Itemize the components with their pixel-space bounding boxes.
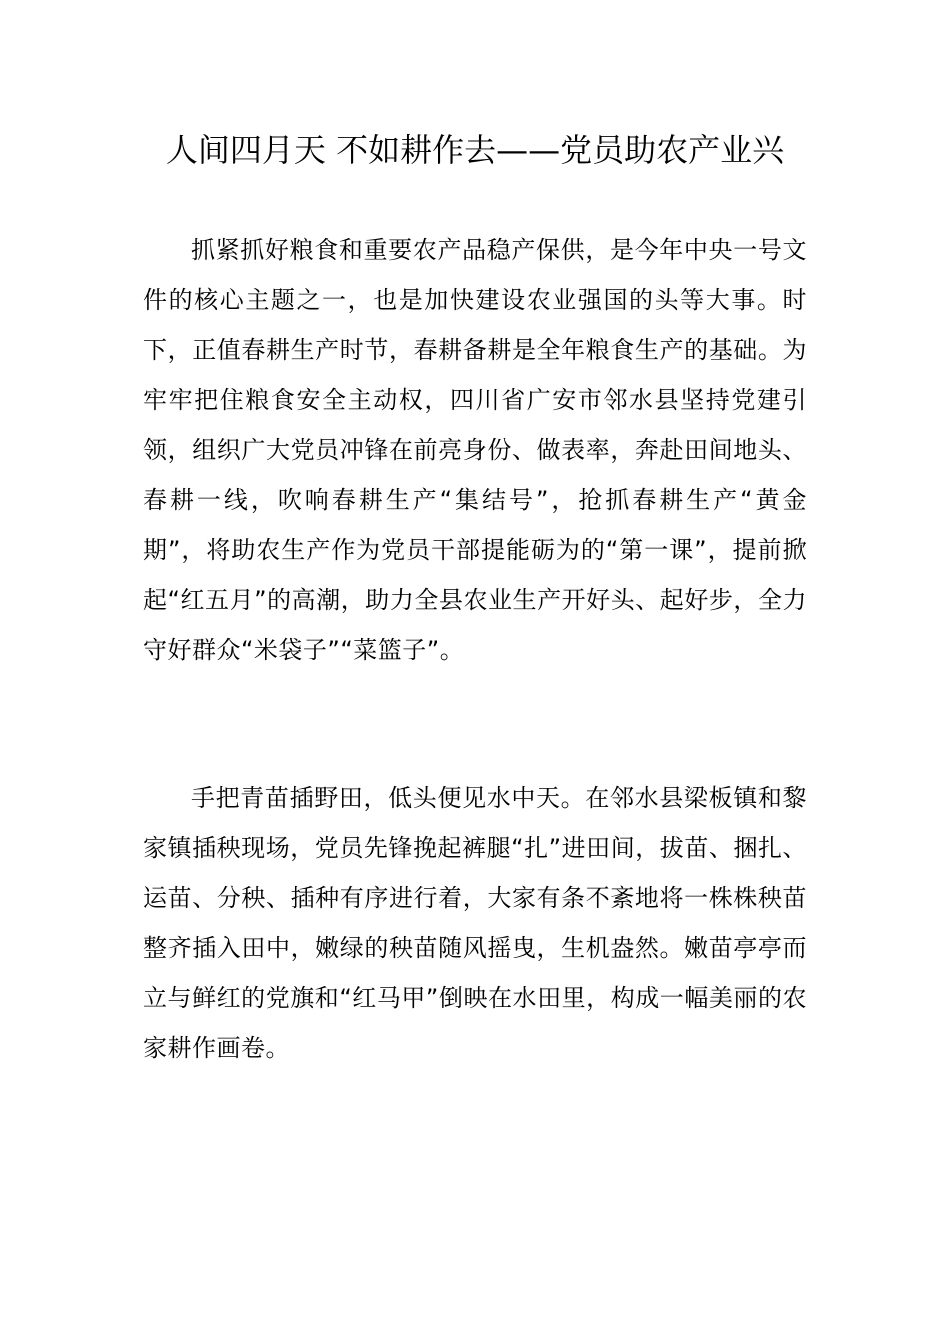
document-title: 人间四月天 不如耕作去——党员助农产业兴 [165,131,785,169]
paragraph-1: 抓紧抓好粮食和重要农产品稳产保供，是今年中央一号文件的核心主题之一，也是加快建设农业强国的头等大事。时下，正值春耕生产时节，春耕备耕是全年粮食生产的基础。为牢牢把住粮食安全主动权，四川省广安市邻水县坚持党建引领，组织广大党员冲锋在前亮身份、做表率，奔赴田间地头、春耕一线，吹响春耕生产“集结号”，抢抓春耕生产“黄金期”，将助农生产作为党员干部提能砺为的“第一课”，提前掀起“红五月”的高潮，助力全县农业生产开好头、起好步，全力守好群众“米袋子”“菜篮子”。 [143,236,807,664]
paragraph-2: 手把青苗插野田，低头便见水中天。在邻水县梁板镇和黎家镇插秧现场，党员先锋挽起裤腿“扎”进田间，拔苗、捆扎、运苗、分秧、插种有序进行着，大家有条不紊地将一株株秧苗整齐插入田中，嫩绿的秧苗随风摇曳，生机盎然。嫩苗亭亭而立与鲜红的党旗和“红马甲”倒映在水田里，构成一幅美丽的农家耕作画卷。 [143,784,807,1062]
